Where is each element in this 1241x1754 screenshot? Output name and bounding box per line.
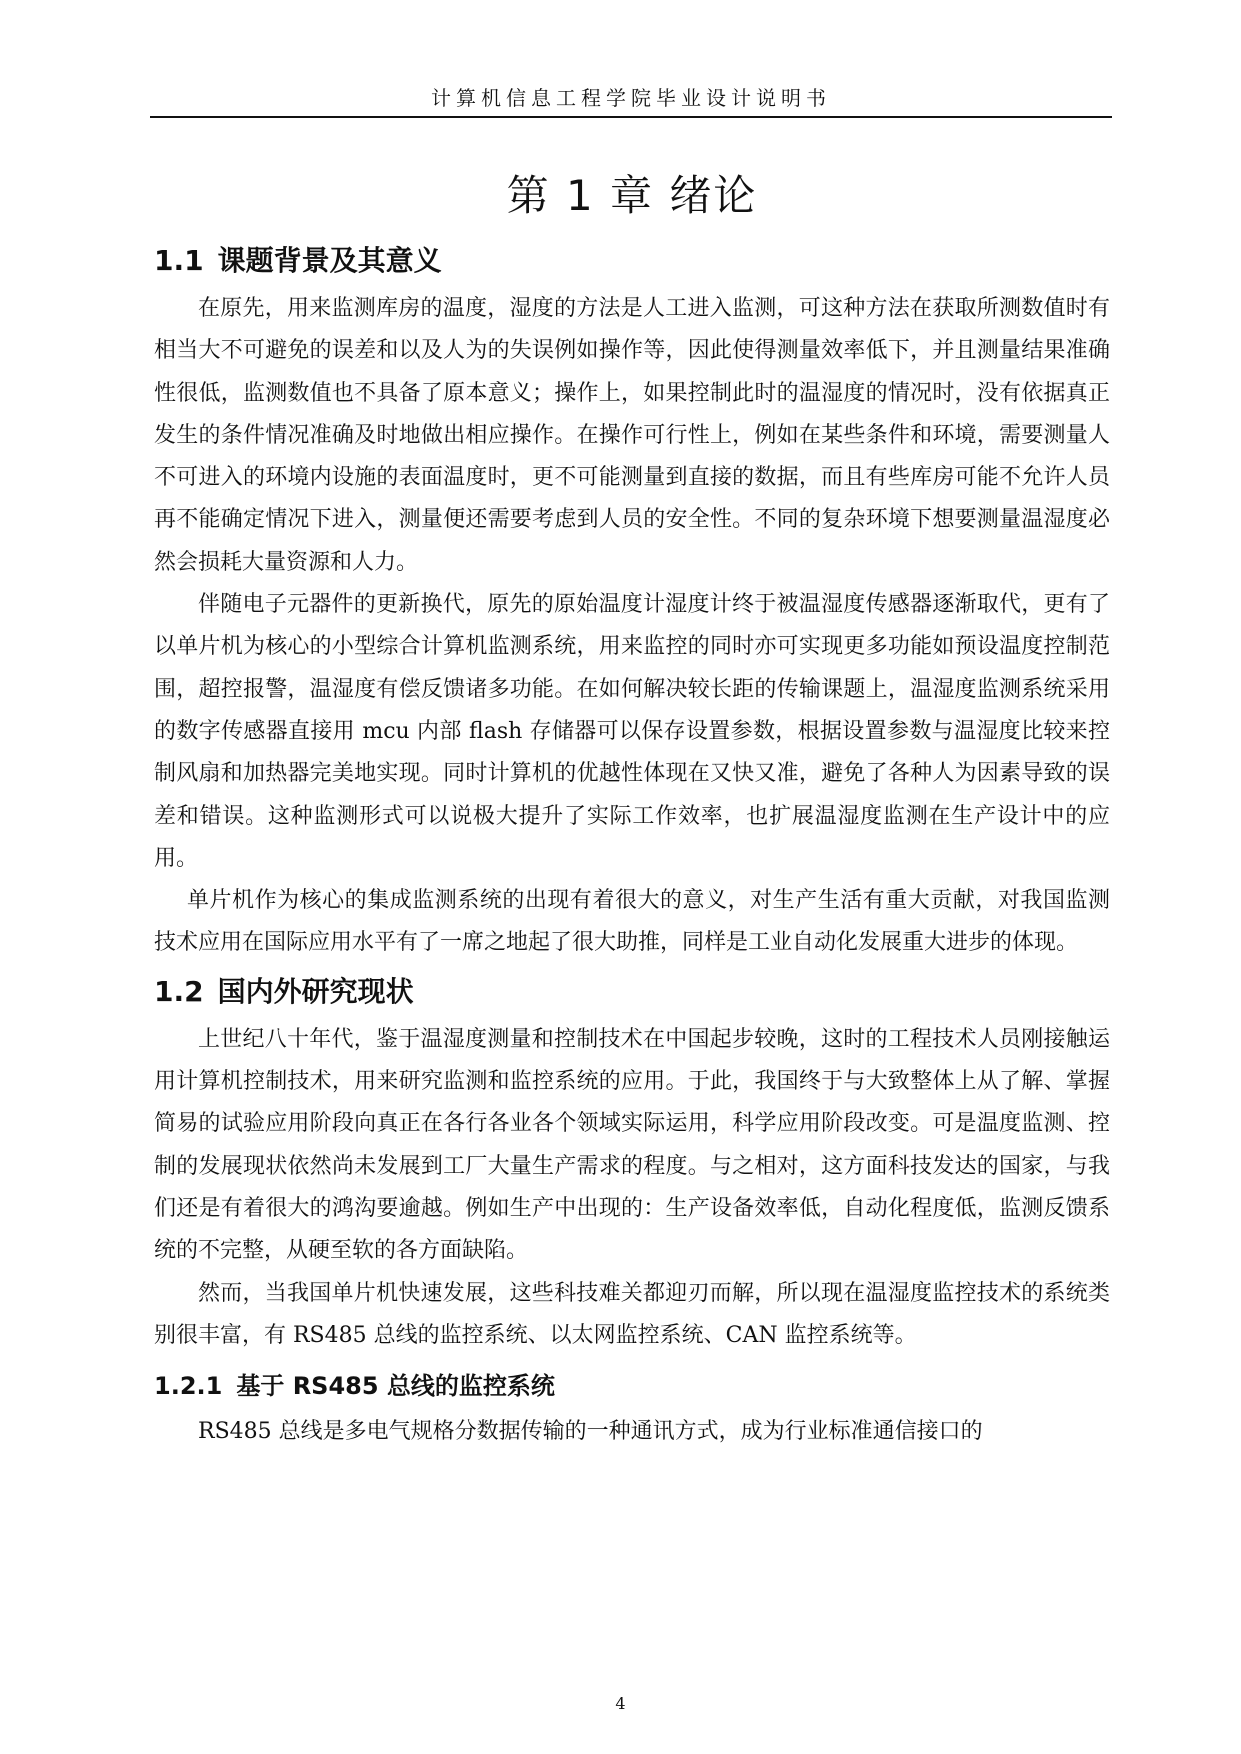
section-title: 课题背景及其意义	[217, 244, 442, 277]
section-number: 1.2	[154, 974, 204, 1008]
section-heading-1-2	[154, 965, 1110, 1019]
page-body	[154, 150, 1110, 1453]
section-number: 1.1	[154, 244, 204, 277]
paragraph: 在原先，用来监测库房的温度，湿度的方法是人工进入监测，可这种方法在获取所测数值时有相当大不可避免的误差和以及人为的失误例如操作等，因此使得测量效率低下，并且测量结果准确性很低，监测数值也不具备了原本意义；操作上，如果控制此时的温湿度的情况时，没有依据真正发生的条件情况准确及时地做出相应操作。在操作可行性上，例如在某些条件和环境，需要测量人不可进入的环境内设施的表面温度时，更不可能测量到直接的数据，而且有些库房可能不允许人员再不能确定情况下进入，测量便还需要考虑到人员的安全性。不同的复杂环境下想要测量温湿度必然会损耗大量资源和人力。	[154, 296, 1110, 575]
section-heading-1-1	[154, 234, 1110, 288]
paragraph: 上世纪八十年代，鉴于温湿度测量和控制技术在中国起步较晚，这时的工程技术人员刚接触运用计算机控制技术，用来研究监测和监控系统的应用。于此，我国终于与大致整体上从了解、掌握简易的试验应用阶段向真正在各行各业各个领域实际运用，科学应用阶段改变。可是温度监测、控制的发展现状依然尚未发展到工厂大量生产需求的程度。与之相对，这方面科技发达的国家，与我们还是有着很大的鸿沟要逾越。例如生产中出现的：生产设备效率低，自动化程度低，监测反馈系统的不完整，从硬至软的各方面缺陷。	[154, 1026, 1110, 1264]
subsection-heading-1-2-1	[154, 1361, 1110, 1411]
paragraph: 然而，当我国单片机快速发展，这些科技难关都迎刃而解，所以现在温湿度监控技术的系统类别很丰富，有 RS485 总线的监控系统、以太网监控系统、CAN 监控系统等。	[154, 1280, 1110, 1348]
subsection-number: 1.2.1	[154, 1372, 223, 1401]
section-title: 国内外研究现状	[217, 974, 414, 1008]
paragraph: RS485 总线是多电气规格分数据传输的一种通讯方式，成为行业标准通信接口的	[198, 1419, 983, 1445]
page-number: 4	[615, 1694, 626, 1713]
header-rule	[150, 116, 1112, 118]
subsection-title: 基于 RS485 总线的监控系统	[236, 1372, 555, 1401]
running-header: 计算机信息工程学院毕业设计说明书	[431, 86, 831, 110]
paragraph: 单片机作为核心的集成监测系统的出现有着很大的意义，对生产生活有重大贡献，对我国监测技术应用在国际应用水平有了一席之地起了很大助推，同样是工业自动化发展重大进步的体现。	[154, 888, 1110, 956]
chapter-title: 第 1 章 绪论	[506, 171, 758, 220]
paragraph: 伴随电子元器件的更新换代，原先的原始温度计湿度计终于被温湿度传感器逐渐取代，更有了以单片机为核心的小型综合计算机监测系统，用来监控的同时亦可实现更多功能如预设温度控制范围，超控报警，温湿度有偿反馈诸多功能。在如何解决较长距的传输课题上，温湿度监测系统采用的数字传感器直接用 mcu 内部 flash 存储器可以保存设置参数，根据设置参数与温湿度比较来控制风扇和加热器完美地实现。同时计算机的优越性体现在又快又准，避免了各种人为因素导致的误差和错误。这种监测形式可以说极大提升了实际工作效率，也扩展温湿度监测在生产设计中的应用。	[154, 592, 1110, 871]
